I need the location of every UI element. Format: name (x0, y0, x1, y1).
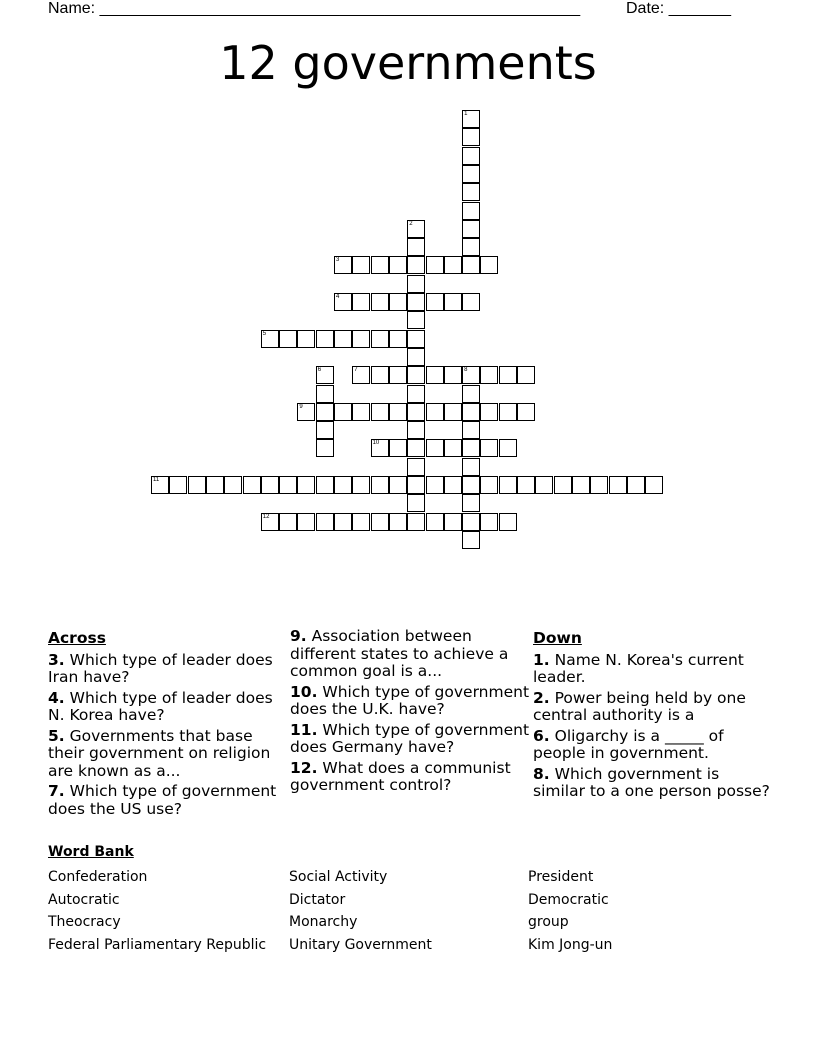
crossword-cell[interactable] (407, 256, 425, 274)
crossword-cell[interactable] (352, 293, 370, 311)
clue-number-label: 3 (336, 257, 340, 264)
crossword-cell[interactable] (480, 513, 498, 531)
clue-number-label: 11 (153, 477, 160, 483)
crossword-cell[interactable] (462, 220, 480, 238)
clue-number: 12. (290, 758, 318, 777)
crossword-cell[interactable] (389, 403, 407, 421)
crossword-cell[interactable] (462, 403, 480, 421)
crossword-cell[interactable] (627, 476, 645, 494)
crossword-cell[interactable] (426, 439, 444, 457)
word-bank-item: Theocracy (48, 914, 121, 931)
word-bank-item: Confederation (48, 869, 148, 885)
clue-number-label: 9 (299, 403, 303, 410)
crossword-cell[interactable] (352, 476, 370, 494)
clue-down-8 (533, 766, 773, 801)
word-bank-item: Social Activity (289, 869, 388, 885)
crossword-cell[interactable] (316, 403, 334, 421)
crossword-cell[interactable] (389, 293, 407, 311)
crossword-cell[interactable] (480, 476, 498, 494)
crossword-cell[interactable] (407, 220, 425, 238)
clue-number-label: 12 (262, 513, 270, 520)
clue-number-label: 6 (317, 367, 322, 374)
crossword-cell[interactable] (480, 403, 498, 421)
clue-text: Name N. Korea's current leader. (533, 650, 744, 686)
crossword-cell[interactable] (371, 293, 389, 311)
crossword-cell[interactable] (590, 476, 608, 494)
clues-column-3 (533, 628, 773, 804)
word-bank-item: Unitary Government (289, 936, 432, 953)
crossword-cell[interactable] (480, 439, 498, 457)
crossword-cell[interactable] (444, 293, 462, 311)
crossword-cell[interactable] (334, 293, 352, 311)
crossword-cell[interactable] (444, 476, 462, 494)
crossword-cell[interactable] (535, 476, 553, 494)
crossword-cell[interactable] (151, 476, 169, 494)
clue-across-11 (290, 722, 530, 757)
crossword-cell[interactable] (261, 513, 279, 531)
crossword-cell[interactable] (316, 439, 334, 457)
crossword-cell[interactable] (371, 439, 389, 457)
crossword-cell[interactable] (480, 366, 498, 384)
crossword-cell[interactable] (407, 311, 425, 329)
crossword-cell[interactable] (645, 476, 663, 494)
crossword-cell[interactable] (352, 366, 370, 384)
clue-across-5 (48, 728, 288, 781)
crossword-cell[interactable] (352, 256, 370, 274)
clue-down-1 (533, 652, 773, 687)
clue-down-2 (533, 690, 773, 725)
date-field[interactable]: Date: _______ (626, 0, 731, 17)
word-bank-item: Kim Jong-un (528, 936, 613, 953)
clue-text: Power being held by one central authority is a (533, 688, 746, 724)
crossword-cell[interactable] (279, 330, 297, 348)
crossword-cell[interactable] (279, 513, 297, 531)
clue-text: Association between different states to achieve a common goal is a... (290, 627, 509, 680)
clue-number: 9. (290, 627, 307, 645)
crossword-cell[interactable] (371, 256, 389, 274)
clue-number-label: 8 (464, 367, 468, 374)
crossword-cell[interactable] (462, 476, 480, 494)
clue-number: 1. (533, 650, 550, 669)
page-title: 12 governments (219, 36, 597, 90)
crossword-cell[interactable] (499, 403, 517, 421)
crossword-cell[interactable] (462, 183, 480, 201)
crossword-cell[interactable] (426, 366, 444, 384)
crossword-cell[interactable] (334, 513, 352, 531)
clue-across-3 (48, 652, 288, 687)
crossword-cell[interactable] (517, 366, 535, 384)
crossword-cell[interactable] (316, 366, 334, 384)
crossword-cell[interactable] (389, 256, 407, 274)
word-bank-item: Autocratic (48, 891, 120, 908)
word-bank-item: group (528, 914, 569, 931)
word-bank-column-2 (289, 866, 432, 956)
clue-number-label: 5 (262, 330, 267, 337)
crossword-cell[interactable] (462, 421, 480, 439)
crossword-cell[interactable] (407, 238, 425, 256)
crossword-cell[interactable] (261, 330, 279, 348)
crossword-cell[interactable] (462, 238, 480, 256)
crossword-cell[interactable] (389, 366, 407, 384)
word-bank-heading: Word Bank (48, 844, 134, 860)
clue-number: 11. (290, 720, 318, 739)
crossword-cell[interactable] (462, 147, 480, 165)
crossword-cell[interactable] (462, 385, 480, 403)
crossword-cell[interactable] (407, 366, 425, 384)
crossword-cell[interactable] (407, 439, 425, 457)
crossword-cell[interactable] (407, 421, 425, 439)
crossword-cell[interactable] (572, 476, 590, 494)
crossword-cell[interactable] (462, 110, 480, 128)
word-bank-item: Dictator (289, 891, 346, 908)
clue-text: Which type of government does the US use? (48, 782, 277, 818)
down-heading: Down (533, 629, 582, 647)
crossword-cell[interactable] (407, 494, 425, 512)
clue-text: Which type of government does Germany have? (290, 720, 530, 756)
crossword-cell[interactable] (297, 403, 315, 421)
crossword-cell[interactable] (334, 476, 352, 494)
crossword-cell[interactable] (554, 476, 572, 494)
crossword-cell[interactable] (279, 476, 297, 494)
crossword-cell[interactable] (206, 476, 224, 494)
clue-number-label: 1 (464, 111, 468, 117)
crossword-cell[interactable] (316, 385, 334, 403)
clue-text: Which type of government does the U.K. have? (290, 682, 530, 718)
crossword-cell[interactable] (334, 330, 352, 348)
crossword-cell[interactable] (261, 476, 279, 494)
crossword-cell[interactable] (462, 494, 480, 512)
word-bank-item: Federal Parliamentary Republic (48, 936, 267, 953)
crossword-cell[interactable] (243, 476, 261, 494)
clue-number: 6. (533, 726, 550, 745)
crossword-cell[interactable] (426, 256, 444, 274)
crossword-cell[interactable] (407, 403, 425, 421)
crossword-cell[interactable] (444, 513, 462, 531)
crossword-cell[interactable] (462, 458, 480, 476)
crossword-cell[interactable] (316, 330, 334, 348)
crossword-cell[interactable] (517, 476, 535, 494)
clue-text: Which government is similar to a one person posse? (533, 764, 770, 800)
crossword-cell[interactable] (407, 330, 425, 348)
clue-number-label: 4 (336, 294, 340, 300)
crossword-cell[interactable] (517, 403, 535, 421)
crossword-cell[interactable] (297, 513, 315, 531)
clue-down-6 (533, 728, 773, 763)
name-field[interactable]: Name: ______________________________________________________ (48, 0, 581, 17)
crossword-cell[interactable] (224, 476, 242, 494)
clue-text: Which type of leader does N. Korea have? (48, 688, 273, 724)
clue-number: 3. (48, 650, 65, 669)
crossword-cell[interactable] (188, 476, 206, 494)
word-bank-item: Monarchy (289, 914, 358, 931)
crossword-cell[interactable] (444, 439, 462, 457)
crossword-cell[interactable] (352, 403, 370, 421)
word-bank-item: Democratic (528, 891, 609, 908)
crossword-cell[interactable] (316, 476, 334, 494)
clue-text: Governments that base their government on religion are known as a... (48, 726, 271, 780)
crossword-cell[interactable] (426, 513, 444, 531)
crossword-cell[interactable] (371, 330, 389, 348)
crossword-cell[interactable] (297, 476, 315, 494)
crossword-cell[interactable] (462, 531, 480, 549)
crossword-cell[interactable] (444, 366, 462, 384)
crossword-cell[interactable] (371, 476, 389, 494)
crossword-cell[interactable] (407, 513, 425, 531)
crossword-cell[interactable] (462, 439, 480, 457)
crossword-cell[interactable] (334, 403, 352, 421)
clues-column-2 (290, 628, 530, 798)
crossword-cell[interactable] (462, 165, 480, 183)
crossword-cell[interactable] (444, 403, 462, 421)
crossword-cell[interactable] (609, 476, 627, 494)
clue-across-7 (48, 783, 288, 818)
crossword-cell[interactable] (444, 256, 462, 274)
crossword-cell[interactable] (169, 476, 187, 494)
clue-across-9 (290, 628, 530, 681)
crossword-cell[interactable] (407, 458, 425, 476)
clue-number: 10. (290, 682, 318, 701)
crossword-cell[interactable] (499, 476, 517, 494)
crossword-cell[interactable] (426, 293, 444, 311)
crossword-cell[interactable] (426, 403, 444, 421)
crossword-cell[interactable] (371, 366, 389, 384)
crossword-cell[interactable] (480, 256, 498, 274)
clue-text: What does a communist government control? (290, 758, 511, 794)
crossword-cell[interactable] (499, 439, 517, 457)
word-bank-column-3 (528, 866, 612, 956)
crossword-cell[interactable] (371, 513, 389, 531)
clue-number-label: 7 (354, 367, 358, 374)
crossword-cell[interactable] (462, 293, 480, 311)
crossword-cell[interactable] (407, 476, 425, 494)
clue-number: 4. (48, 688, 65, 707)
crossword-cell[interactable] (389, 476, 407, 494)
clue-number: 7. (48, 782, 65, 800)
clue-text: Oligarchy is a _____ of people in government. (533, 726, 724, 762)
clue-across-12 (290, 760, 530, 795)
crossword-cell[interactable] (407, 275, 425, 293)
crossword-cell[interactable] (297, 330, 315, 348)
across-heading: Across (48, 629, 106, 647)
crossword-cell[interactable] (499, 366, 517, 384)
clue-number-label: 2 (409, 220, 413, 227)
crossword-cell[interactable] (407, 293, 425, 311)
clue-number-label: 10 (372, 440, 380, 447)
crossword-cell[interactable] (407, 385, 425, 403)
crossword-cell[interactable] (462, 202, 480, 220)
clue-number: 5. (48, 726, 65, 745)
crossword-cell[interactable] (352, 513, 370, 531)
crossword-cell[interactable] (462, 513, 480, 531)
crossword-cell[interactable] (316, 513, 334, 531)
crossword-cell[interactable] (316, 421, 334, 439)
crossword-cell[interactable] (407, 348, 425, 366)
crossword-cell[interactable] (389, 513, 407, 531)
crossword-cell[interactable] (426, 476, 444, 494)
crossword-cell[interactable] (371, 403, 389, 421)
word-bank-item: President (528, 869, 594, 885)
clue-text: Which type of leader does Iran have? (48, 650, 273, 686)
crossword-cell[interactable] (462, 256, 480, 274)
crossword-cell[interactable] (352, 330, 370, 348)
crossword-cell[interactable] (499, 513, 517, 531)
clue-across-4 (48, 690, 288, 725)
crossword-cell[interactable] (389, 439, 407, 457)
clue-number: 2. (533, 688, 550, 707)
crossword-cell[interactable] (389, 330, 407, 348)
clue-across-10 (290, 684, 530, 719)
clue-number: 8. (533, 764, 550, 783)
crossword-cell[interactable] (462, 128, 480, 146)
crossword-cell[interactable] (462, 366, 480, 384)
crossword-cell[interactable] (334, 256, 352, 274)
word-bank-column-1 (48, 866, 266, 956)
clues-column-1 (48, 628, 288, 821)
